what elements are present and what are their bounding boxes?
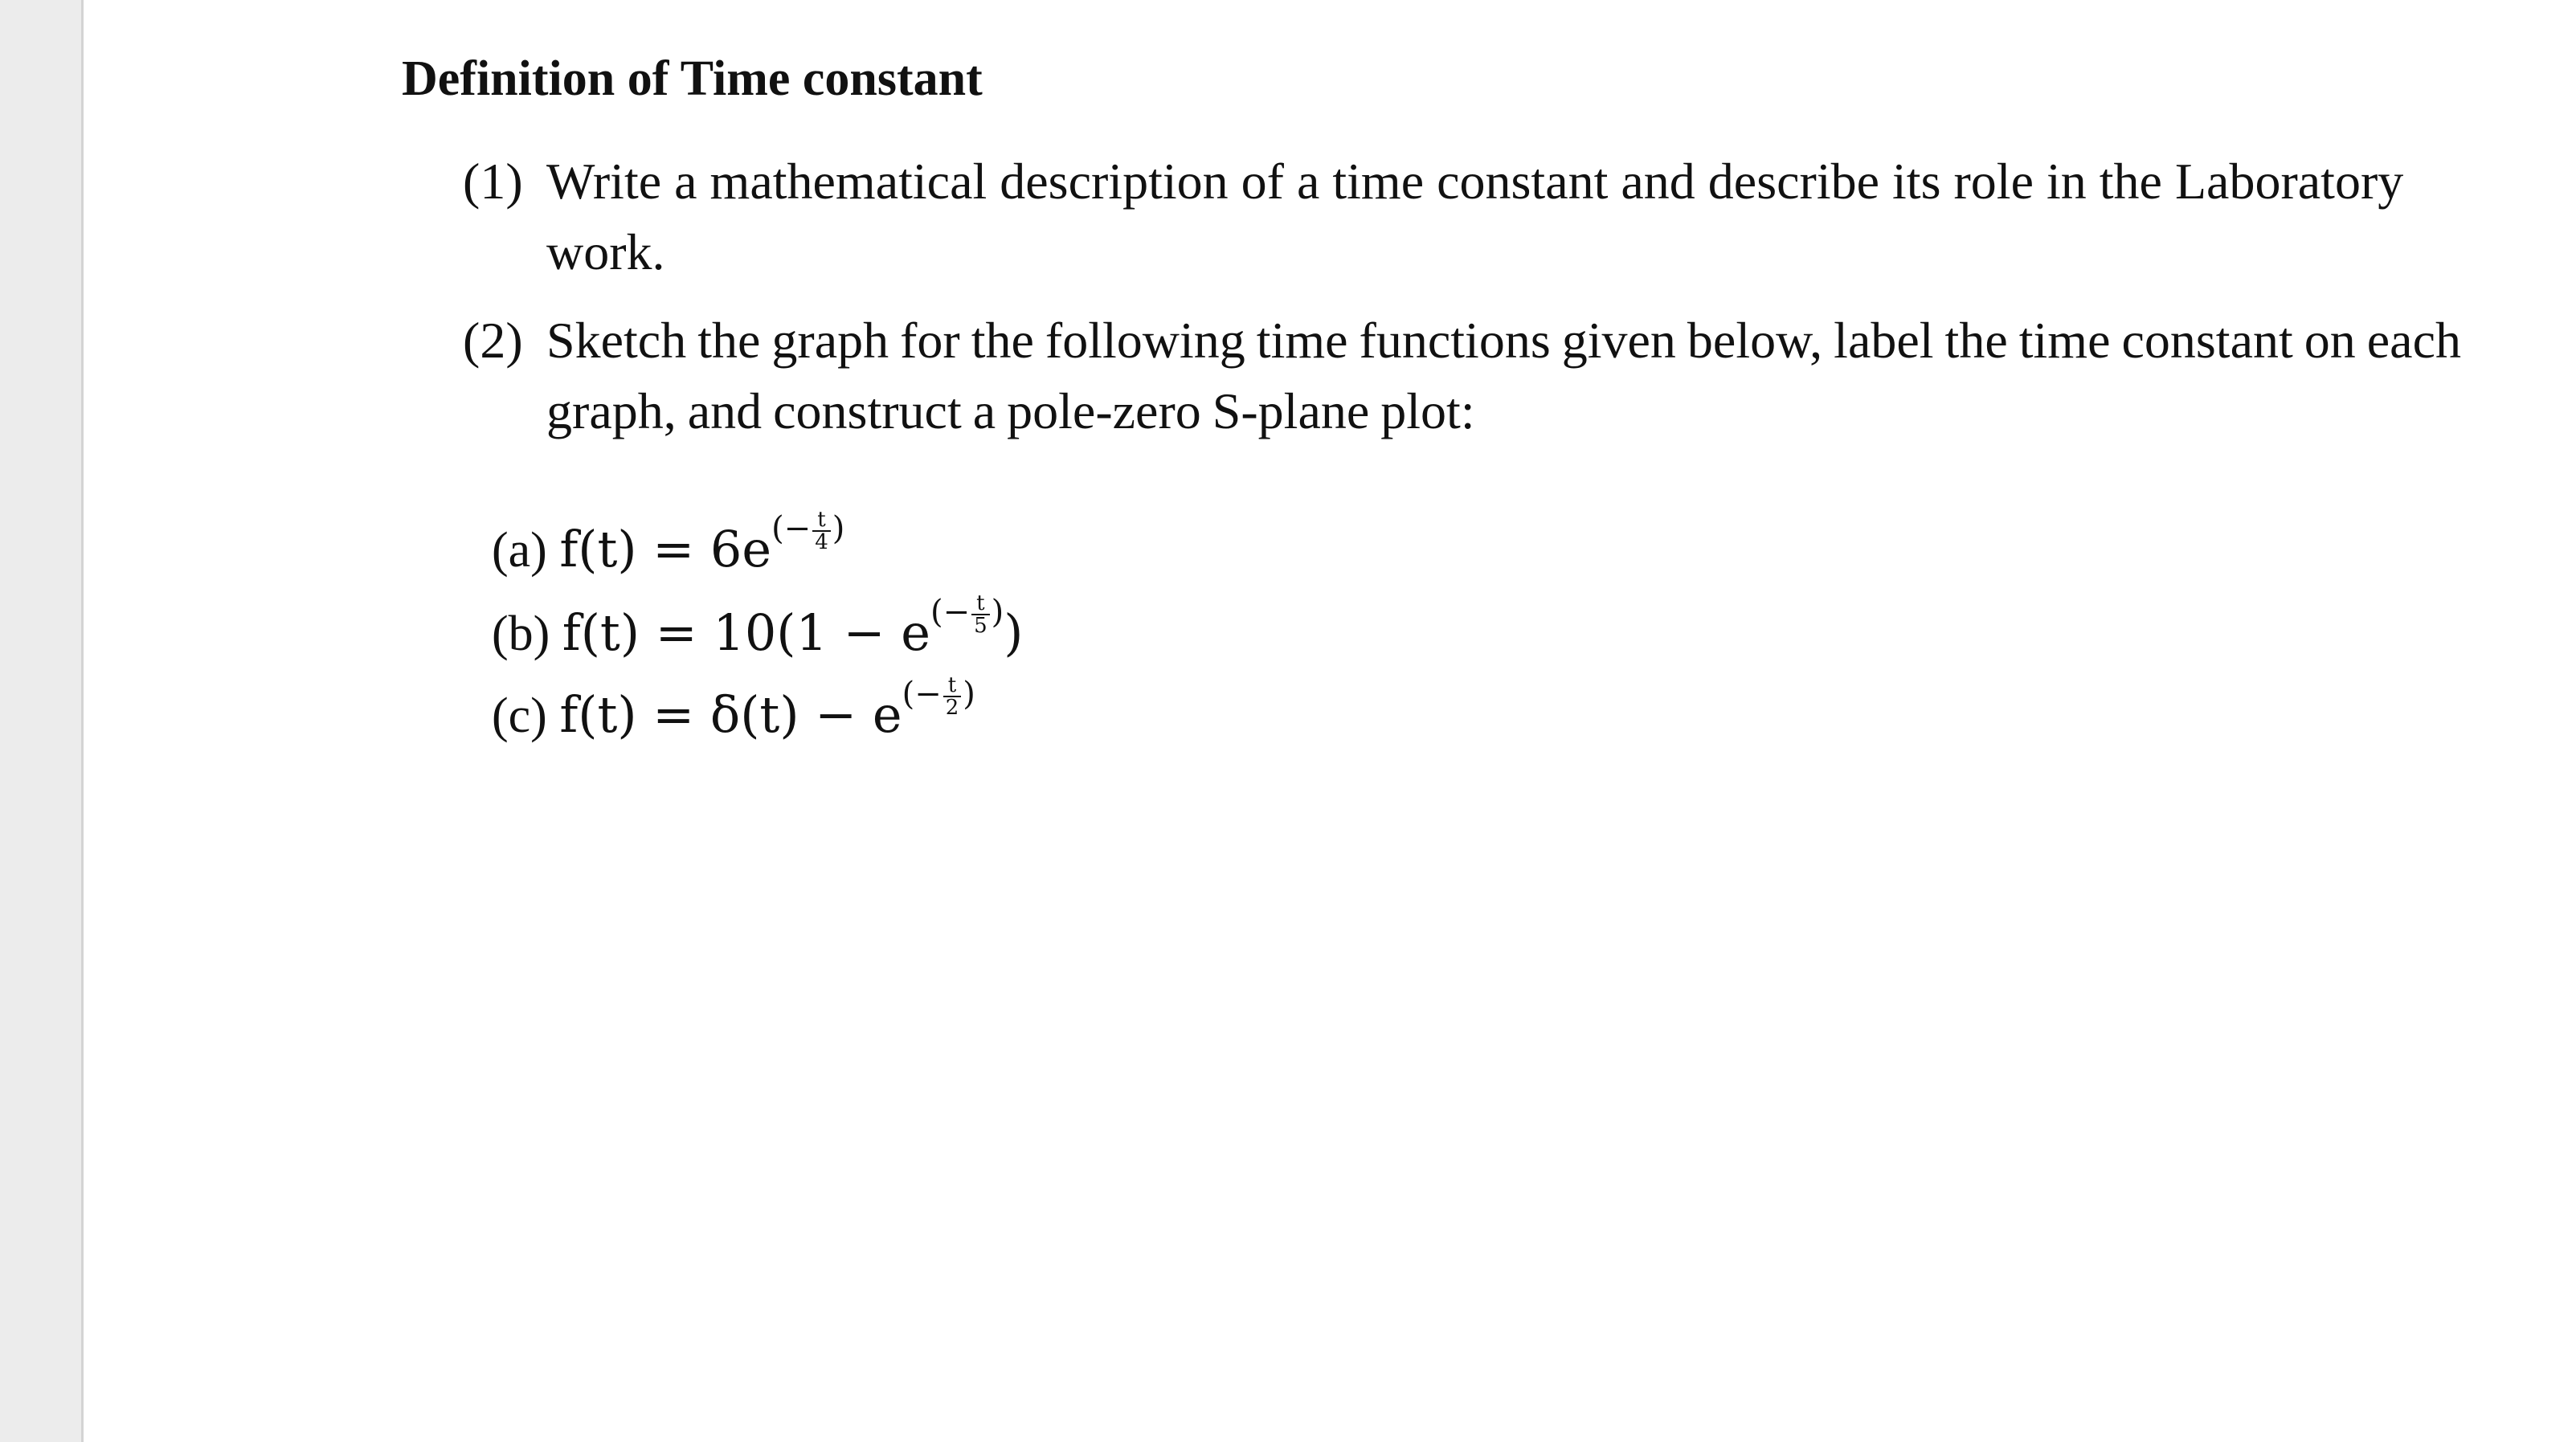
equation-label: (c)	[492, 688, 547, 743]
equation-exponent	[771, 509, 844, 553]
fraction-denominator: 5	[974, 614, 987, 638]
exponent-close: )	[832, 510, 845, 547]
equation-label: (b)	[492, 607, 550, 661]
equation-exponent	[902, 675, 975, 718]
equation-c	[492, 673, 975, 748]
exponent-open: (−	[771, 510, 812, 547]
exponent-fraction	[812, 509, 831, 553]
equation-lhs: f(t) = 10(1 − e	[562, 603, 930, 662]
exponent-fraction	[971, 593, 990, 636]
exponent-open: (−	[902, 676, 942, 713]
equation-exponent	[930, 593, 1004, 636]
question-number: (1)	[463, 153, 523, 210]
fraction-numerator: t	[971, 593, 990, 615]
equation-b	[492, 591, 1024, 666]
fraction-numerator: t	[812, 509, 831, 532]
fraction-numerator: t	[943, 675, 962, 697]
equation-lhs: f(t) = 6e	[559, 520, 772, 578]
question-text: Sketch the graph for the following time functions given below, label the time constant on each graph, and construct a pole-zero S-plane plot:	[546, 312, 2461, 439]
equation-tail: )	[1004, 603, 1024, 662]
exponent-fraction	[943, 675, 962, 718]
exponent-close: )	[991, 594, 1004, 631]
question-number: (2)	[463, 312, 523, 369]
page-title: Definition of Time constant	[402, 51, 983, 106]
fraction-denominator: 4	[815, 530, 828, 554]
question-text: Write a mathematical description of a time constant and describe its role in the Laboratory work.	[546, 153, 2404, 280]
equation-a	[492, 508, 845, 582]
equation-label: (a)	[492, 523, 547, 578]
exponent-close: )	[963, 676, 975, 713]
fraction-denominator: 2	[945, 696, 959, 720]
exponent-open: (−	[930, 594, 971, 631]
equation-lhs: f(t) = δ(t) − e	[559, 685, 902, 744]
